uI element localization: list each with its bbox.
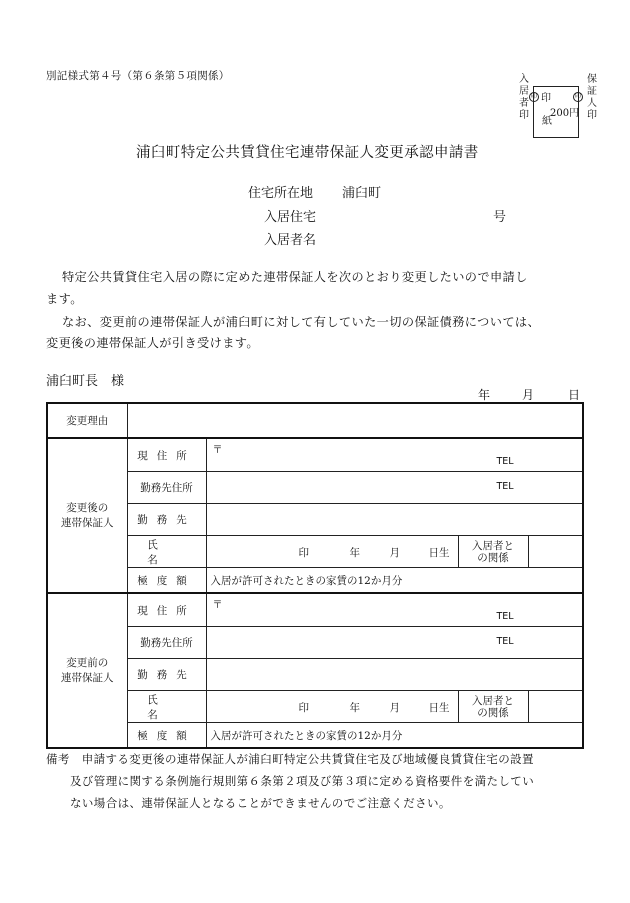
- document-title: 浦臼町特定公共賃貸住宅連帯保証人変更承認申請書: [136, 145, 479, 161]
- after-current-address-row: [47, 438, 583, 472]
- tel-label: TEL: [496, 481, 514, 492]
- limit-label: 極度額: [127, 723, 206, 749]
- before-current-address-input[interactable]: [206, 593, 583, 627]
- before-name-input[interactable]: [206, 691, 458, 723]
- paragraph-2-line-2: 変更後の連帯保証人が引き受けます。: [46, 336, 260, 350]
- before-employer-input[interactable]: [206, 659, 583, 691]
- relation-label-line-2: の関係: [477, 706, 509, 719]
- after-limit-row: [47, 568, 583, 594]
- stamp-label-bottom: 紙: [542, 116, 552, 127]
- tel-label: TEL: [496, 456, 514, 467]
- tel-label: TEL: [496, 636, 514, 647]
- paragraph-1-line-1: 特定公共賃貸住宅入居の際に定めた連帯保証人を次のとおり変更したいので申請し: [62, 270, 528, 284]
- birth-month-label: 月: [389, 547, 400, 559]
- date-year-label: 年: [478, 388, 491, 402]
- current-address-label: 現住所: [127, 593, 206, 627]
- stamp-label-top: 印: [541, 93, 551, 104]
- before-limit-row: [47, 723, 583, 749]
- before-guarantor-label: [47, 593, 127, 748]
- after-work-address-input[interactable]: [206, 472, 583, 504]
- before-name-row: [47, 691, 583, 723]
- seal-mark-icon: 印: [530, 93, 537, 100]
- relation-label: [458, 691, 528, 723]
- unit-label: 入居住宅: [264, 210, 317, 225]
- after-name-input[interactable]: [206, 536, 458, 568]
- before-work-address-input[interactable]: [206, 627, 583, 659]
- relation-label-line-2: の関係: [477, 551, 509, 564]
- after-label-line-1: 変更後の: [66, 501, 109, 514]
- date-month-label: 月: [522, 388, 535, 402]
- employer-label: 勤務先: [127, 504, 206, 536]
- postal-mark: 〒: [212, 445, 223, 456]
- date-day-label: 日: [568, 388, 581, 402]
- before-relation-input[interactable]: [528, 691, 583, 723]
- note-line-1: 備考 申請する変更後の連帯保証人が浦臼町特定公共賃貸住宅及び地域優良賃貸住宅の設置: [46, 752, 534, 766]
- after-work-address-row: [47, 472, 583, 504]
- guarantor-seal-label: 保証人印: [587, 74, 597, 121]
- birth-month-label: 月: [389, 702, 400, 714]
- after-limit-value: 入居が許可されたときの家賃の12か月分: [206, 568, 583, 594]
- before-work-address-row: [47, 627, 583, 659]
- work-address-label: 勤務先住所: [127, 472, 206, 504]
- reason-input[interactable]: [127, 403, 583, 438]
- note-line-3: ない場合は、連帯保証人となることができませんのでご注意ください。: [70, 796, 451, 810]
- addressee: 浦臼町長 様: [46, 374, 125, 389]
- current-address-label: 現住所: [127, 438, 206, 472]
- reason-label: 変更理由: [47, 403, 127, 438]
- address-value[interactable]: 浦臼町: [342, 186, 382, 201]
- relation-label: [458, 536, 528, 568]
- tel-label: TEL: [496, 611, 514, 622]
- before-limit-value: 入居が許可されたときの家賃の12か月分: [206, 723, 583, 749]
- before-employer-row: [47, 659, 583, 691]
- limit-label: 極度額: [127, 568, 206, 594]
- after-employer-row: [47, 504, 583, 536]
- address-label: 住宅所在地: [248, 186, 314, 201]
- after-guarantor-label: [47, 438, 127, 593]
- name-label: 氏名: [127, 691, 206, 723]
- reason-row: [47, 403, 583, 438]
- stamp-amount: 200円: [550, 108, 580, 119]
- after-name-row: [47, 536, 583, 568]
- postal-mark: 〒: [212, 600, 223, 611]
- paragraph-2-line-1: なお、変更前の連帯保証人が浦臼町に対して有していた一切の保証債務については、: [62, 315, 541, 329]
- unit-suffix: 号: [493, 210, 507, 225]
- note-line-2: 及び管理に関する条例施行規則第６条第２項及び第３項に定める資格要件を満たしてい: [70, 774, 535, 788]
- paragraph-1-line-2: ます。: [46, 292, 83, 306]
- birth-year-label: 年: [349, 702, 360, 714]
- after-current-address-input[interactable]: [206, 438, 583, 472]
- before-current-address-row: [47, 593, 583, 627]
- birth-year-label: 年: [349, 547, 360, 559]
- relation-label-line-1: 入居者と: [472, 694, 514, 707]
- after-relation-input[interactable]: [528, 536, 583, 568]
- birth-day-label: 日生: [428, 547, 450, 559]
- tenant-name-label: 入居者名: [264, 233, 317, 248]
- seal-mark-icon: 印: [574, 93, 581, 100]
- seal-label: 印: [298, 702, 309, 714]
- employer-label: 勤務先: [127, 659, 206, 691]
- after-label-line-2: 連帯保証人: [61, 516, 114, 529]
- tenant-seal-label: 入居者印: [519, 74, 529, 121]
- after-employer-input[interactable]: [206, 504, 583, 536]
- before-label-line-2: 連帯保証人: [61, 671, 114, 684]
- name-label: 氏名: [127, 536, 206, 568]
- guarantor-form-table: [46, 402, 584, 749]
- form-number: 別記様式第４号（第６条第５項関係）: [46, 70, 230, 82]
- before-label-line-1: 変更前の: [66, 656, 109, 669]
- work-address-label: 勤務先住所: [127, 627, 206, 659]
- seal-label: 印: [298, 547, 309, 559]
- birth-day-label: 日生: [428, 702, 450, 714]
- relation-label-line-1: 入居者と: [472, 539, 514, 552]
